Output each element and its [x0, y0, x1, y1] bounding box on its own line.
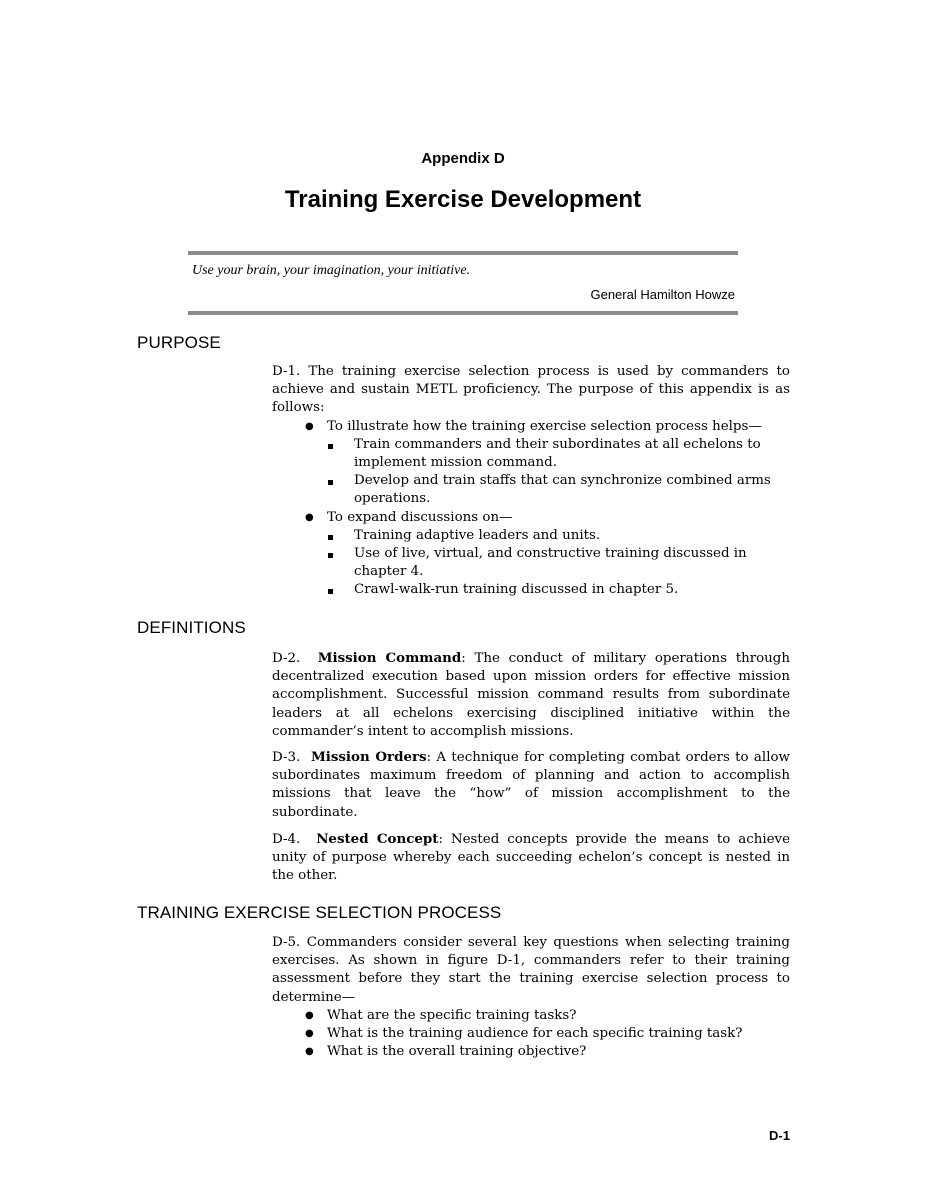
definition-text: : The conduct of military operations through decentralized execution based upon mission orders for effective mission accomplishment. Successful mission command results from subordinate leaders at all echelons exercising disciplined initiative within the commander’s intent to accomplish missions.: [272, 651, 790, 739]
definition-term: Mission Orders: [310, 749, 427, 765]
epigraph-bottom-rule: [188, 311, 738, 315]
definition-number: D-4.: [272, 832, 301, 847]
purpose-paragraph: D-1. The training exercise selection process is used by commanders to achieve and sustain METL proficiency. The purpose of this appendix is as follows:: [272, 364, 790, 416]
selection-paragraph: D-5. Commanders consider several key questions when selecting training exercises. As shown in figure D-1, commanders refer to their training assessment before they start the training exercise selection process to determine—: [272, 935, 790, 1005]
list-item: ● What is the overall training objective?: [272, 1043, 790, 1061]
list-item: ● To expand discussions on—: [272, 509, 790, 527]
definition-number: D-2.: [272, 651, 301, 666]
selection-section: [272, 934, 790, 1061]
list-item: ● To illustrate how the training exercise selection process helps—: [272, 418, 790, 436]
page-title: Training Exercise Development: [284, 186, 642, 213]
definition-text: : A technique for completing combat orders to allow subordinates maximum freedom of planning and action to accomplish missions that leave the “how” of mission accomplishment to the subordinate.: [272, 750, 790, 820]
appendix-label: Appendix D: [421, 150, 505, 167]
epigraph-author: General Hamilton Howze: [590, 287, 735, 302]
list-item: ● What is the training audience for each specific training task?: [272, 1025, 790, 1043]
epigraph-quote: Use your brain, your imagination, your initiative.: [192, 263, 471, 278]
list-subitem: Train commanders and their subordinates at all echelons to implement mission command.: [272, 436, 790, 472]
definition-text: : Nested concepts provide the means to achieve unity of purpose whereby each succeeding echelon’s concept is nested in the other.: [272, 832, 791, 884]
definition-term: Mission Command: [317, 650, 462, 666]
definition-term: Nested Concept: [316, 831, 439, 847]
definition-mission-command: [272, 649, 790, 741]
epigraph-top-rule: [188, 251, 738, 255]
page-number: D-1: [769, 1128, 790, 1143]
selection-list: [272, 1007, 790, 1062]
list-subitem: Training adaptive leaders and units.: [272, 527, 790, 545]
purpose-heading: PURPOSE: [137, 333, 221, 352]
list-subitem: Develop and train staffs that can synchronize combined arms operations.: [272, 472, 790, 508]
list-subitem: Crawl-walk-run training discussed in chapter 5.: [272, 581, 790, 599]
selection-heading: TRAINING EXERCISE SELECTION PROCESS: [137, 903, 502, 922]
definition-number: D-3.: [272, 750, 301, 765]
list-item: ● What are the specific training tasks?: [272, 1007, 790, 1025]
definitions-heading: DEFINITIONS: [137, 618, 246, 637]
list-subitem: Use of live, virtual, and constructive training discussed in chapter 4.: [272, 545, 790, 581]
purpose-section: [272, 363, 790, 600]
definition-mission-orders: [272, 748, 790, 822]
definition-nested-concept: [272, 830, 790, 886]
purpose-list: [272, 418, 790, 600]
